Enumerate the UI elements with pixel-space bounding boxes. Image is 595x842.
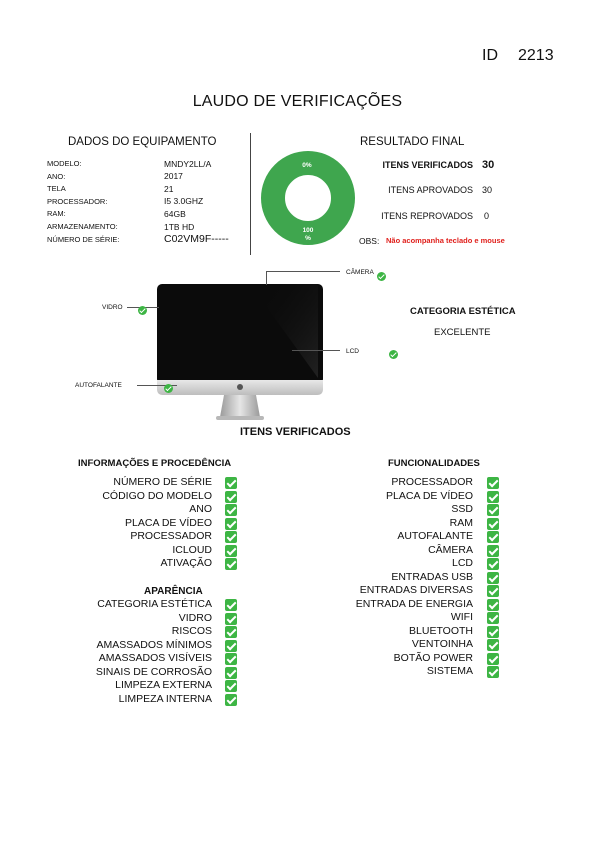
- checklist-item-label: WIFI: [450, 611, 473, 623]
- result-heading: RESULTADO FINAL: [360, 136, 465, 148]
- checklist-item: [0, 638, 473, 652]
- func-list: [0, 476, 473, 679]
- checkmark-icon: [487, 572, 499, 584]
- spec-label: MODELO:: [47, 159, 82, 168]
- apple-logo-icon: [237, 384, 243, 390]
- items-approved-value: 30: [482, 185, 493, 195]
- checkmark-icon: [487, 558, 499, 570]
- checklist-item-label: ANO: [189, 503, 212, 515]
- checklist-item-label: CATEGORIA ESTÉTICA: [97, 598, 212, 610]
- checklist-item-label: RAM: [449, 516, 473, 529]
- callout-autofalante-label: AUTOFALANTE: [75, 382, 122, 389]
- checklist-item-label: CÂMERA: [428, 543, 473, 556]
- checkmark-icon: [487, 504, 499, 516]
- result-donut-chart: [260, 150, 356, 246]
- callout-vidro-label: VIDRO: [102, 304, 123, 311]
- spec-label: PROCESSADOR:: [47, 196, 108, 206]
- imac-stand: [220, 395, 260, 417]
- checklist-item: [0, 584, 473, 598]
- spec-value: 1TB HD: [164, 221, 195, 232]
- checklist-item: [0, 476, 473, 490]
- checklist-item: [0, 652, 473, 666]
- checklist-item-label: LCD: [451, 557, 473, 569]
- checklist-item-label: LIMPEZA EXTERNA: [115, 679, 212, 691]
- checklist-item-label: AMASSADOS MÍNIMOS: [96, 638, 212, 651]
- checklist-item: [0, 665, 473, 679]
- obs-text: Não acompanha teclado e mouse: [386, 236, 505, 245]
- checkmark-icon: [487, 531, 499, 543]
- id-label: ID: [482, 47, 498, 64]
- spec-label: ARMAZENAMENTO:: [47, 222, 118, 231]
- checklist-item-label: AMASSADOS VISÍVEIS: [98, 652, 212, 664]
- checklist-item-label: PLACA DE VÍDEO: [125, 516, 212, 529]
- checkmark-icon: [487, 545, 499, 557]
- checklist-item-label: SSD: [451, 503, 473, 515]
- spec-value: 21: [164, 183, 174, 194]
- camera-check-icon: [377, 272, 386, 281]
- checkmark-icon: [487, 518, 499, 530]
- checklist-item-label: AUTOFALANTE: [397, 530, 473, 542]
- vidro-check-icon: [138, 306, 147, 315]
- obs-label: OBS:: [359, 236, 380, 246]
- checkmark-icon: [487, 612, 499, 624]
- checklist-item-label: SISTEMA: [426, 665, 473, 677]
- checklist-item: [0, 544, 473, 558]
- spec-value: 2017: [164, 171, 183, 182]
- checklist-item: [0, 693, 212, 707]
- donut-approved-ring: [273, 163, 343, 233]
- items-rejected-label: ITENS REPROVADOS: [381, 211, 473, 221]
- appearance-heading: APARÊNCIA: [144, 586, 203, 597]
- checkmark-icon: [487, 491, 499, 503]
- checklist-item: [0, 571, 473, 585]
- checkmark-icon: [487, 626, 499, 638]
- checklist-item: [0, 503, 473, 517]
- lcd-check-icon: [389, 350, 398, 359]
- checkmark-icon: [225, 680, 237, 692]
- checklist-item-label: ICLOUD: [172, 543, 212, 556]
- checklist-item: [0, 517, 473, 531]
- checkmark-icon: [487, 599, 499, 611]
- checklist-item-label: PROCESSADOR: [391, 476, 473, 488]
- checklist-item-label: LIMPEZA INTERNA: [118, 692, 212, 705]
- func-heading: FUNCIONALIDADES: [388, 458, 480, 469]
- checkmark-icon: [225, 694, 237, 706]
- aesthetic-value: EXCELENTE: [434, 327, 491, 338]
- checklist-item-label: PLACA DE VÍDEO: [386, 489, 473, 502]
- section-divider: [250, 133, 251, 255]
- checklist-item-label: BOTÃO POWER: [393, 651, 473, 664]
- page-title: LAUDO DE VERIFICAÇÕES: [192, 93, 403, 110]
- spec-value: I5 3.0GHZ: [164, 196, 204, 207]
- id-value: 2213: [518, 47, 554, 64]
- spec-label: NÚMERO DE SÉRIE:: [47, 234, 120, 244]
- checklist-item: [0, 530, 473, 544]
- checklist-item-label: NÚMERO DE SÉRIE: [113, 476, 212, 488]
- checklist-item: [0, 611, 473, 625]
- checklist-item-label: RISCOS: [171, 625, 212, 637]
- checklist-item: [0, 490, 473, 504]
- equipment-heading: DADOS DO EQUIPAMENTO: [68, 136, 217, 148]
- spec-value: MNDY2LL/A: [164, 158, 212, 169]
- checklist-item-label: ENTRADAS DIVERSAS: [359, 584, 473, 596]
- spec-label: RAM:: [47, 209, 66, 219]
- checkmark-icon: [487, 477, 499, 489]
- callout-lcd-label: LCD: [346, 348, 360, 355]
- items-verified-label: ITENS VERIFICADOS: [382, 160, 473, 170]
- checkmark-icon: [487, 585, 499, 597]
- checkmark-icon: [487, 666, 499, 678]
- checklist-item-label: SINAIS DE CORROSÃO: [95, 665, 212, 678]
- items-approved-label: ITENS APROVADOS: [388, 185, 473, 195]
- checklist-item-label: ATIVAÇÃO: [160, 557, 212, 569]
- donut-bottom-label: 100 %: [302, 227, 314, 242]
- spec-value: 64GB: [164, 208, 186, 219]
- spec-value: C02VM9F-----: [164, 232, 229, 245]
- checklist-item-label: BLUETOOTH: [409, 624, 473, 637]
- checklist-item: [0, 679, 212, 693]
- spec-label: ANO:: [47, 171, 66, 181]
- spec-label: TELA: [47, 184, 66, 194]
- aesthetic-heading: CATEGORIA ESTÉTICA: [410, 306, 516, 317]
- checklist-item: [0, 557, 473, 571]
- checkmark-icon: [487, 653, 499, 665]
- imac-illustration: [150, 280, 330, 422]
- info-heading: INFORMAÇÕES E PROCEDÊNCIA: [78, 458, 232, 469]
- checklist-item-label: PROCESSADOR: [130, 530, 212, 542]
- callout-camera-label: CÂMERA: [346, 269, 374, 276]
- checklist-item: [0, 625, 473, 639]
- checklist-item-label: CÓDIGO DO MODELO: [102, 489, 212, 502]
- checklist-item-label: ENTRADA DE ENERGIA: [355, 597, 473, 610]
- checklist-item-label: VENTOINHA: [411, 638, 473, 650]
- checkmark-icon: [487, 639, 499, 651]
- donut-top-label: 0%: [302, 162, 312, 169]
- verified-heading: ITENS VERIFICADOS: [240, 426, 351, 438]
- items-verified-value: 30: [482, 159, 495, 171]
- checklist-item-label: VIDRO: [178, 611, 212, 624]
- checklist-item: [0, 598, 473, 612]
- items-rejected-value: 0: [484, 211, 490, 221]
- checklist-item-label: ENTRADAS USB: [391, 570, 473, 583]
